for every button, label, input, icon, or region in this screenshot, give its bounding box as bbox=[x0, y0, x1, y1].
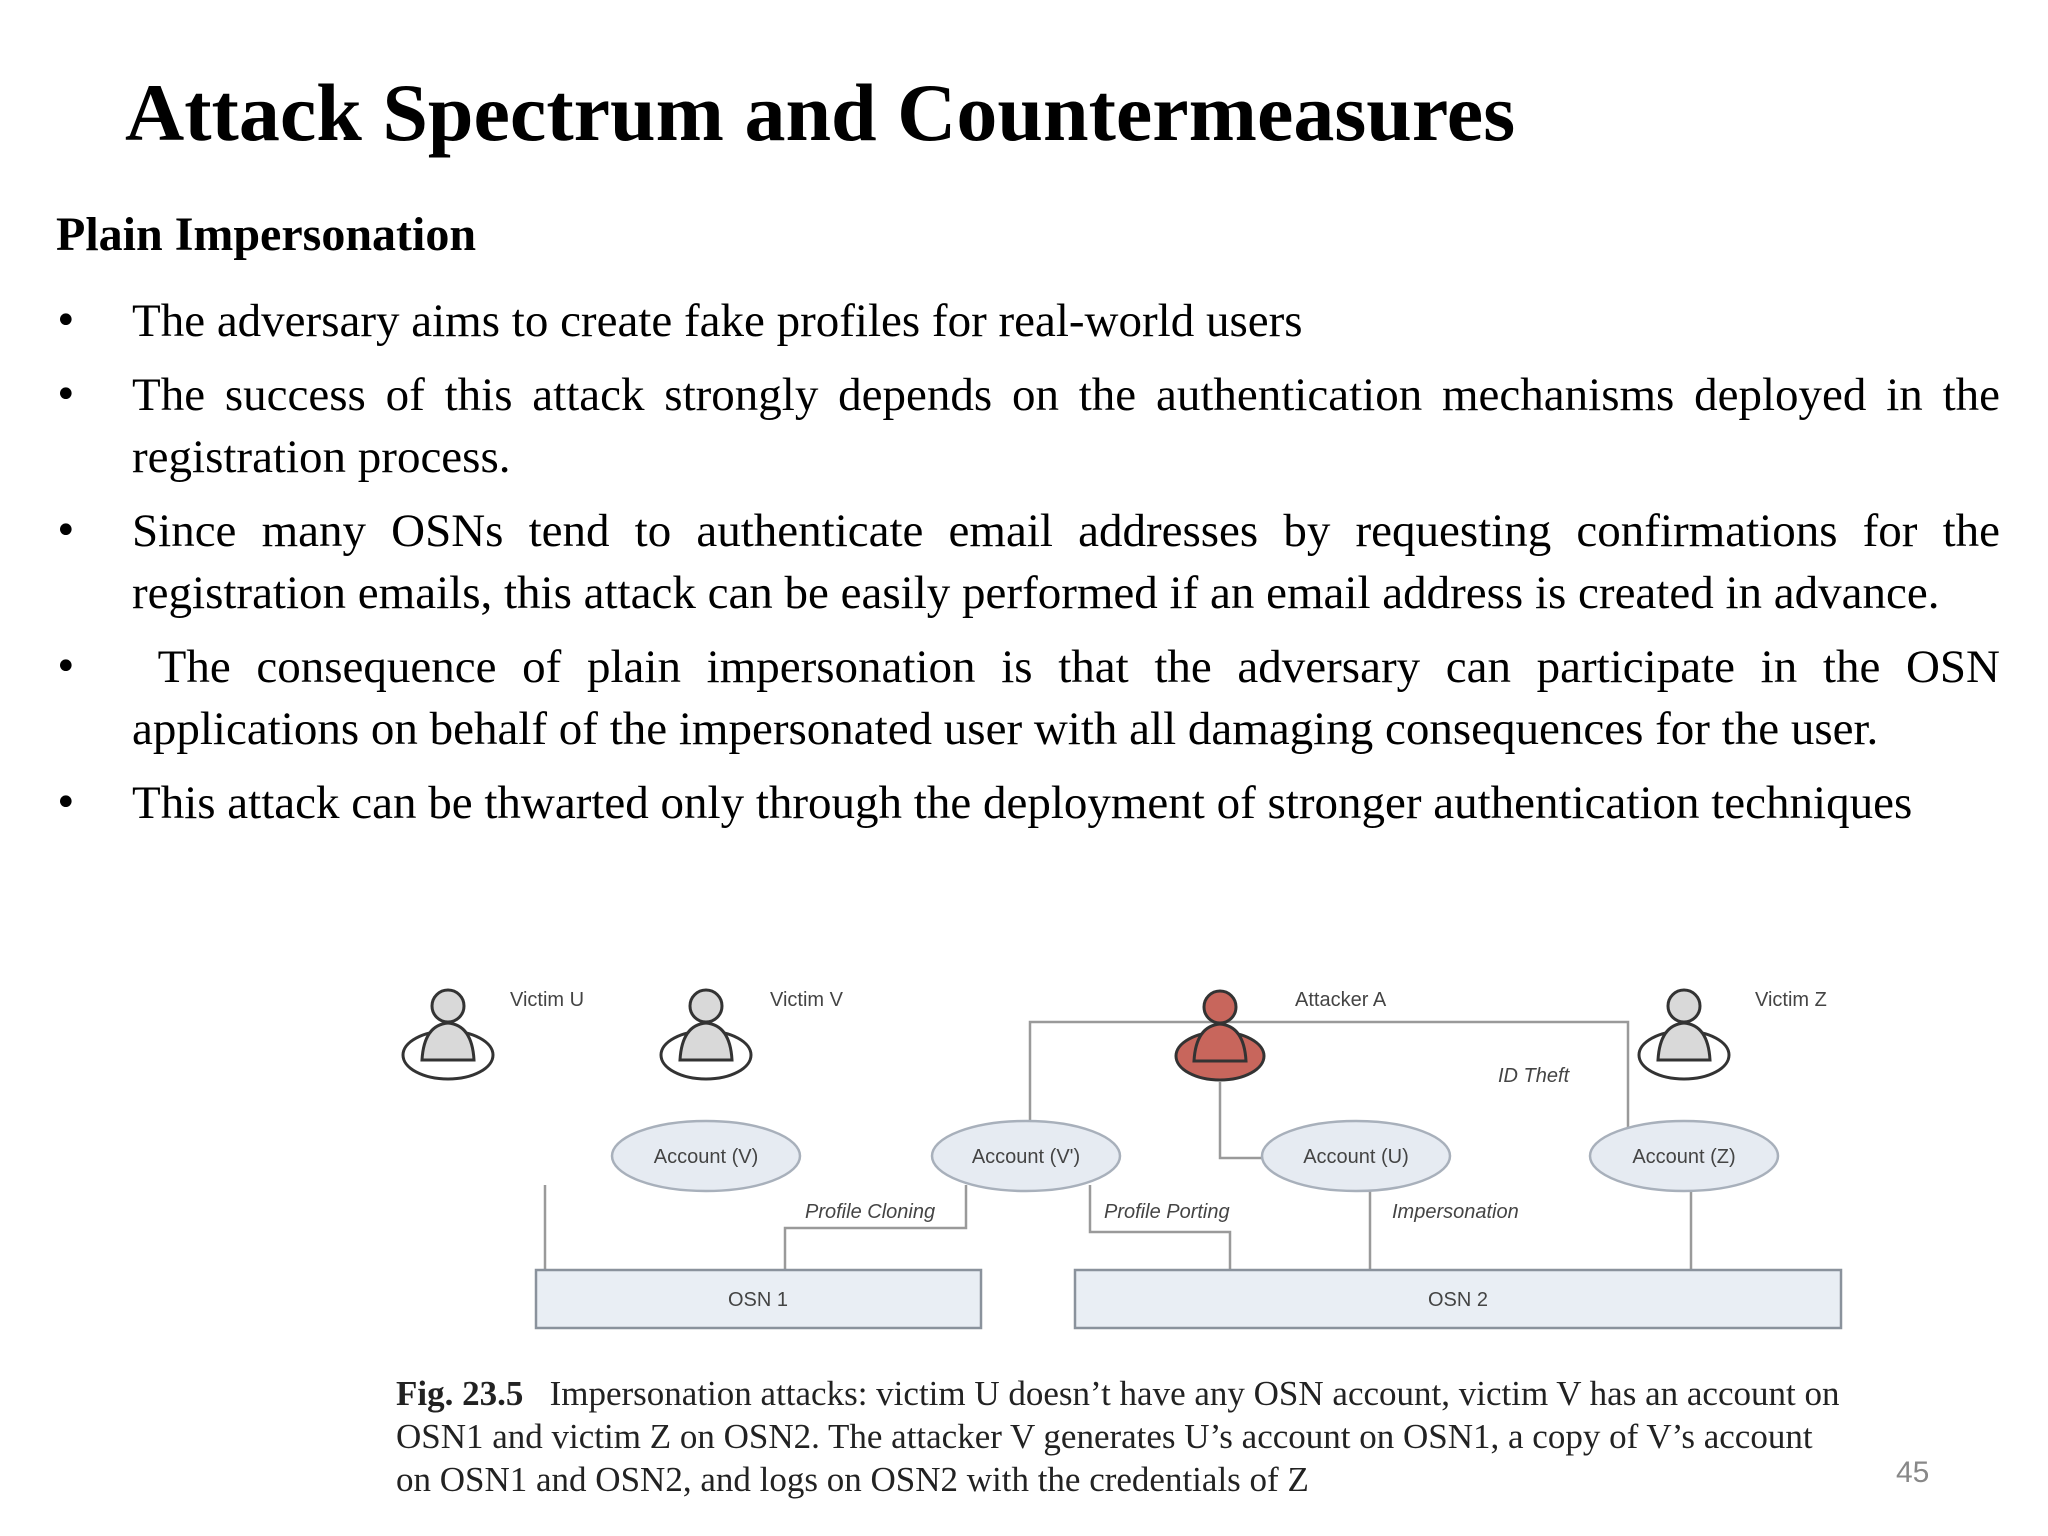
account-v-prime-label: Account (V') bbox=[971, 1146, 1081, 1168]
victim-z-label: Victim Z bbox=[1755, 989, 1827, 1011]
bullet-item bbox=[0, 364, 2000, 488]
account-v-label: Account (V) bbox=[653, 1146, 759, 1168]
page-number: 45 bbox=[1896, 1456, 1930, 1489]
victim-v-user-icon bbox=[661, 990, 751, 1079]
figure-caption-label: Fig. 23.5 bbox=[396, 1374, 524, 1413]
account-z-label: Account (Z) bbox=[1632, 1146, 1736, 1168]
bullet-dot-icon: • bbox=[54, 780, 78, 826]
bullet-list bbox=[0, 290, 2012, 846]
id-theft-label: ID Theft bbox=[1498, 1065, 1570, 1087]
attacker-to-z-line bbox=[1030, 1022, 1628, 1056]
diagram-canvas bbox=[380, 970, 1900, 1370]
victim-v-label: Victim V bbox=[770, 989, 843, 1011]
impersonation-label: Impersonation bbox=[1392, 1201, 1519, 1223]
victim-z-user-icon bbox=[1639, 990, 1729, 1079]
bullet-dot-icon: • bbox=[54, 508, 78, 554]
profile-cloning-line bbox=[785, 1185, 966, 1270]
slide-title: Attack Spectrum and Countermeasures bbox=[125, 67, 1516, 158]
account-u-label: Account (U) bbox=[1303, 1146, 1409, 1168]
bullet-item bbox=[0, 500, 2000, 624]
bullet-text: Since many OSNs tend to authenticate email addresses by requesting confirmations for the registration emails, this attack can be easily performed if an email address is created in advance. bbox=[132, 505, 2000, 619]
profile-cloning-label: Profile Cloning bbox=[805, 1201, 936, 1223]
bullet-text: The success of this attack strongly depends on the authentication mechanisms deployed in the registration process. bbox=[132, 369, 2000, 483]
attacker-a-user-icon bbox=[1176, 991, 1264, 1080]
profile-porting-line bbox=[1090, 1185, 1230, 1270]
bullet-text: The consequence of plain impersonation is that the adversary can participate in the OSN applications on behalf of the impersonated user with all damaging consequences for the user. bbox=[132, 641, 2012, 755]
victim-u-user-icon bbox=[403, 990, 493, 1079]
bullet-item bbox=[0, 772, 2000, 834]
victim-u-label: Victim U bbox=[510, 989, 585, 1011]
figure-caption-text: Impersonation attacks: victim U doesn’t have any OSN account, victim V has an account on OSN1 and victim Z on OSN2. The attacker V generates U’s account on OSN1, a copy of V’s account on OSN1 and OSN2, and logs on OSN2 with the credentials of Z bbox=[396, 1374, 1840, 1499]
figure-caption bbox=[396, 1372, 1856, 1501]
impersonation-diagram bbox=[380, 970, 1900, 1536]
bullet-dot-icon: • bbox=[54, 298, 78, 344]
profile-porting-label: Profile Porting bbox=[1104, 1201, 1230, 1223]
osn2-label: OSN 2 bbox=[1427, 1289, 1489, 1311]
bullet-item bbox=[0, 290, 2000, 352]
osn1-label: OSN 1 bbox=[727, 1289, 789, 1311]
bullet-text: The adversary aims to create fake profiles for real-world users bbox=[132, 295, 1303, 347]
section-subtitle: Plain Impersonation bbox=[56, 208, 477, 261]
bullet-item bbox=[0, 636, 2012, 760]
bullet-dot-icon: • bbox=[54, 644, 78, 690]
attacker-a-label: Attacker A bbox=[1295, 989, 1387, 1011]
bullet-dot-icon: • bbox=[54, 372, 78, 418]
bullet-text: This attack can be thwarted only through the deployment of stronger authentication techniques bbox=[132, 777, 1913, 829]
